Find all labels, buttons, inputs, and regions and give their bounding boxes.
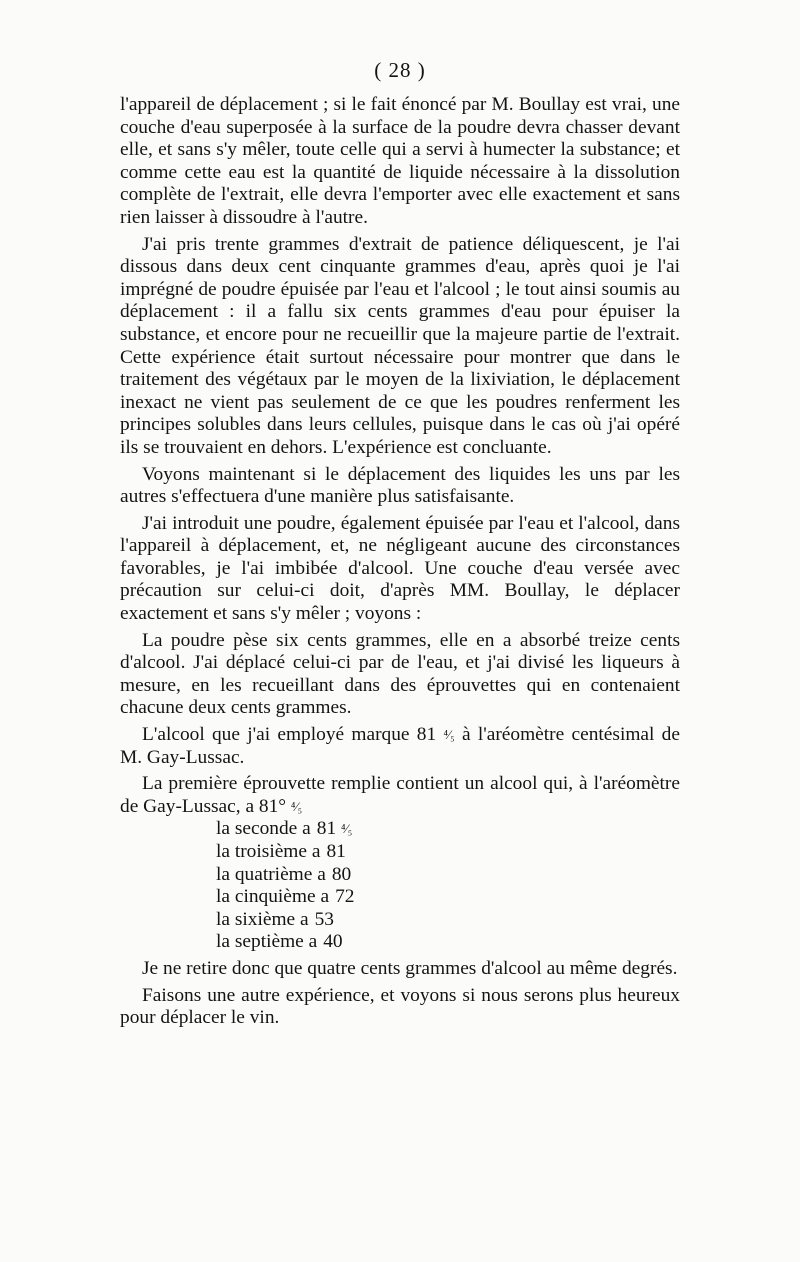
reading-fraction: ⁴⁄₅ bbox=[341, 821, 353, 837]
alcohol-strength-paragraph bbox=[120, 724, 680, 769]
paragraph-5: La poudre pèse six cents grammes, elle en a absorbé treize cents d'alcool. J'ai déplacé celui-ci par de l'eau, et j'ai divisé les liqueurs à mesure, en les recueillant dans des éprouvettes qui en contenaient chacune deux cents grammes. bbox=[120, 629, 680, 719]
reading-value: 81 bbox=[316, 818, 337, 840]
reading-row bbox=[216, 864, 680, 887]
reading-label: la septième a bbox=[216, 931, 318, 953]
reading-row bbox=[216, 931, 680, 954]
paragraph-1: l'appareil de déplacement ; si le fait énoncé par M. Boullay est vrai, une couche d'eau superposée à la surface de la poudre devra chasser devant elle, et sans s'y mêler, toute celle qui a servi à humecter la substance; et comme cette eau est la quantité de liquide nécessaire à la dissolution complète de l'extrait, elle devra l'emporter avec elle exactement et sans rien laisser à dissoudre à l'autre. bbox=[120, 94, 680, 228]
reading-value: 53 bbox=[314, 908, 334, 930]
reading-label: la quatrième a bbox=[216, 863, 326, 885]
closing-paragraph-2: Faisons une autre expérience, et voyons si nous serons plus heureux pour déplacer le vin. bbox=[120, 984, 680, 1029]
alcohol-text-after: à l'aréomètre centésimal de M. Gay-Lussac. bbox=[120, 724, 680, 768]
reading-row bbox=[216, 886, 680, 909]
reading-label: la seconde a bbox=[216, 818, 311, 840]
readings-list bbox=[120, 818, 680, 954]
alcohol-text-before: L'alcool que j'ai employé marque 81 bbox=[142, 724, 437, 746]
alcohol-fraction: ⁴⁄₅ bbox=[443, 727, 455, 743]
closing-paragraph-1: Je ne retire donc que quatre cents grammes d'alcool au même degrés. bbox=[142, 957, 678, 979]
paragraph-3: Voyons maintenant si le déplacement des liquides les uns par les autres s'effectuera d'une manière plus satisfaisante. bbox=[120, 463, 680, 508]
reading-row bbox=[216, 818, 680, 841]
page-number: ( 28 ) bbox=[374, 58, 426, 82]
first-reading-text: La première éprouvette remplie contient un alcool qui, à l'aréomètre de Gay-Lussac, a 81° bbox=[120, 773, 680, 817]
reading-label: la troisième a bbox=[216, 841, 321, 862]
first-reading-fraction: ⁴⁄₅ bbox=[290, 798, 303, 814]
reading-value: 40 bbox=[323, 931, 343, 953]
paragraph-4: J'ai introduit une poudre, également épuisée par l'eau et l'alcool, dans l'appareil à déplacement, et, ne négligeant aucune des circonstances favorables, je l'ai imbibée d'alcool. Une couche d'eau versée avec précaution sur celui-ci doit, d'après MM. Boullay, le déplacer exactement et sans s'y mêler ; voyons : bbox=[120, 512, 680, 625]
reading-row bbox=[216, 909, 680, 932]
reading-value: 81 bbox=[326, 841, 346, 862]
paragraph-2: J'ai pris trente grammes d'extrait de patience déliquescent, je l'ai dissous dans deux cent cinquante grammes d'eau, après quoi je l'ai imprégné de poudre épuisée par l'eau et l'alcool ; le tout ainsi soumis au déplacement : il a fallu six cents grammes d'eau pour épuiser la substance, et encore pour ne recueillir que la majeure partie de l'extrait. Cette expérience était surtout nécessaire pour montrer que dans le traitement des végétaux par le moyen de la lixiviation, le déplacement inexact ne vient pas seulement de ce que les poudres renferment les principes solubles dans leurs cellules, puisque dans le cas où j'ai opéré ils se trouvaient en dehors. L'expérience est concluante. bbox=[120, 233, 680, 458]
reading-label: la sixième a bbox=[216, 908, 309, 930]
reading-label: la cinquième a bbox=[216, 886, 330, 908]
first-reading-paragraph bbox=[120, 773, 680, 818]
reading-value: 80 bbox=[331, 863, 352, 885]
body-text bbox=[120, 94, 680, 1034]
reading-value: 72 bbox=[335, 886, 355, 908]
reading-row bbox=[216, 841, 680, 864]
